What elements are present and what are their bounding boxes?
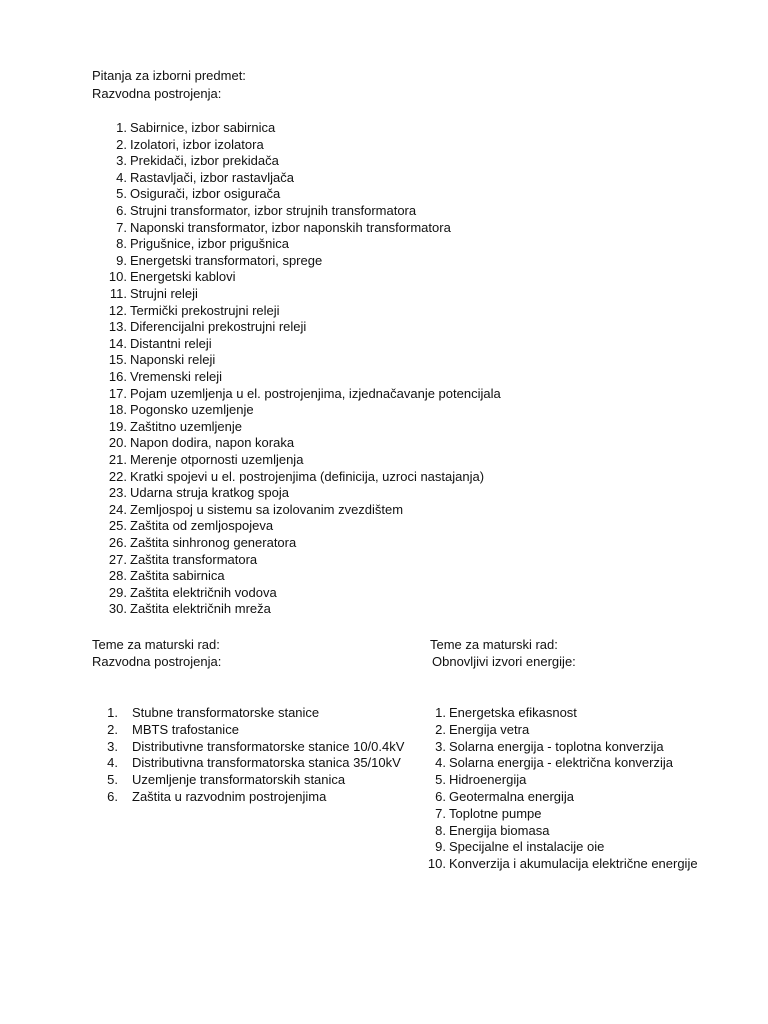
question-item	[100, 452, 303, 469]
item-text: Energija vetra	[449, 721, 530, 737]
right-topic-item	[422, 823, 549, 840]
item-text: Pogonsko uzemljenje	[130, 402, 254, 418]
item-text: Naponski transformator, izbor naponskih transformatora	[130, 219, 451, 235]
question-item	[100, 518, 273, 535]
question-item	[100, 502, 403, 519]
item-text: Rastavljači, izbor rastavljača	[130, 169, 295, 185]
question-item	[100, 419, 242, 436]
item-number: 7.	[116, 219, 127, 235]
item-number: 12.	[108, 302, 127, 318]
item-number: 8.	[435, 822, 446, 838]
item-text: Specijalne el instalacije oie	[449, 839, 605, 855]
item-number: 1.	[107, 705, 118, 720]
item-text: Zaštita sabirnica	[130, 568, 225, 584]
item-number: 10.	[427, 856, 446, 872]
item-number: 14.	[108, 335, 127, 351]
item-number: 22.	[108, 468, 127, 484]
right-topic-item	[422, 839, 604, 856]
item-number: 6.	[435, 789, 446, 804]
item-text: Zaštita u razvodnim postrojenjima	[132, 789, 327, 804]
question-item	[100, 535, 296, 552]
item-text: Zaštita od zemljospojeva	[130, 518, 274, 534]
item-number: 26.	[108, 535, 127, 550]
item-text: Distantni releji	[130, 335, 212, 351]
question-item	[100, 369, 222, 386]
item-text: Konverzija i akumulacija električne energije	[449, 856, 698, 872]
item-text: Stubne transformatorske stanice	[132, 705, 320, 720]
left-topic-item	[96, 739, 404, 756]
item-number: 2.	[116, 136, 127, 152]
question-item	[100, 568, 225, 585]
question-item	[100, 120, 275, 137]
item-text: Prekidači, izbor prekidača	[130, 153, 279, 169]
question-item	[100, 352, 215, 369]
item-text: Zaštita električnih mreža	[130, 601, 271, 617]
right-topic-item	[422, 806, 542, 823]
item-text: Merenje otpornosti uzemljenja	[130, 452, 304, 467]
item-number: 16.	[108, 369, 127, 384]
right-topic-item	[422, 705, 577, 722]
item-number: 3.	[116, 153, 127, 169]
question-item	[100, 319, 306, 336]
left-topic-item	[96, 705, 319, 722]
item-number: 5.	[435, 772, 446, 788]
item-number: 8.	[116, 236, 127, 252]
item-text: Energetska efikasnost	[449, 705, 577, 720]
item-number: 7.	[435, 805, 446, 821]
question-item	[100, 386, 501, 403]
header-line-2: Razvodna postrojenja:	[92, 86, 222, 101]
item-text: Uzemljenje transformatorskih stanica	[132, 772, 346, 788]
question-item	[100, 485, 289, 502]
item-text: Energetski kablovi	[130, 269, 236, 285]
item-number: 9.	[116, 252, 127, 268]
item-text: Distributivne transformatorske stanice 10/0.4kV	[132, 738, 405, 754]
left-section-title: Teme za maturski rad:	[92, 637, 220, 652]
item-number: 29.	[108, 584, 127, 600]
item-number: 21.	[108, 452, 127, 467]
question-item	[100, 469, 484, 486]
item-text: Napon dodira, napon koraka	[130, 435, 295, 451]
item-number: 11.	[109, 286, 127, 301]
item-text: Sabirnice, izbor sabirnica	[130, 120, 276, 135]
left-section-subtitle: Razvodna postrojenja:	[92, 654, 222, 669]
question-item	[100, 137, 264, 154]
item-number: 25.	[108, 518, 127, 534]
item-number: 19.	[108, 418, 127, 434]
item-text: Izolatori, izbor izolatora	[130, 136, 264, 152]
question-item	[100, 435, 294, 452]
left-topic-item	[96, 772, 345, 789]
item-text: Zaštita električnih vodova	[130, 584, 277, 600]
right-topic-item	[422, 755, 673, 772]
item-text: Naponski releji	[130, 352, 216, 368]
item-number: 4.	[107, 755, 118, 771]
item-number: 4.	[435, 755, 446, 771]
right-topic-item	[422, 722, 529, 739]
question-item	[100, 236, 289, 253]
item-number: 15.	[108, 352, 127, 368]
item-text: Geotermalna energija	[449, 789, 575, 804]
question-item	[100, 303, 280, 320]
question-item	[100, 253, 322, 270]
item-text: Hidroenergija	[449, 772, 527, 788]
question-item	[100, 336, 212, 353]
right-topic-item	[422, 739, 664, 756]
item-number: 6.	[107, 789, 118, 804]
item-number: 1.	[435, 705, 446, 720]
item-text: Solarna energija - električna konverzija	[449, 755, 674, 771]
right-topic-item	[422, 772, 526, 789]
right-topic-item	[422, 856, 698, 873]
item-number: 24.	[108, 501, 127, 517]
right-section-title: Teme za maturski rad:	[430, 637, 558, 652]
question-item	[100, 220, 451, 237]
item-number: 5.	[116, 186, 127, 202]
item-text: Strujni transformator, izbor strujnih transformatora	[130, 203, 417, 218]
item-number: 1.	[116, 120, 127, 135]
item-text: MBTS trafostanice	[132, 721, 239, 737]
item-text: Osigurači, izbor osigurača	[130, 186, 281, 202]
item-number: 13.	[108, 319, 127, 335]
item-text: Zaštita sinhronog generatora	[130, 535, 297, 550]
left-topic-item	[96, 722, 239, 739]
question-item	[100, 186, 280, 203]
item-number: 10.	[108, 269, 127, 285]
item-text: Zaštitno uzemljenje	[130, 418, 242, 434]
question-item	[100, 552, 257, 569]
item-text: Udarna struja kratkog spoja	[130, 485, 289, 501]
item-number: 17.	[108, 385, 127, 401]
item-number: 20.	[108, 435, 127, 451]
question-item	[100, 153, 279, 170]
right-topic-item	[422, 789, 574, 806]
item-text: Kratki spojevi u el. postrojenjima (definicija, uzroci nastajanja)	[130, 468, 485, 484]
item-text: Pojam uzemljenja u el. postrojenjima, izjednačavanje potencijala	[130, 385, 501, 401]
item-number: 5.	[107, 772, 118, 788]
question-item	[100, 203, 416, 220]
item-number: 9.	[435, 839, 446, 855]
item-number: 27.	[108, 551, 127, 567]
item-number: 23.	[108, 485, 127, 501]
item-text: Solarna energija - toplotna konverzija	[449, 738, 664, 754]
header-line-1: Pitanja za izborni predmet:	[92, 68, 246, 83]
question-item	[100, 601, 271, 618]
item-number: 6.	[116, 203, 127, 218]
item-number: 28.	[108, 568, 127, 584]
item-number: 3.	[107, 738, 118, 754]
item-text: Zaštita transformatora	[130, 551, 258, 567]
item-text: Distributivna transformatorska stanica 35/10kV	[132, 755, 401, 771]
item-text: Vremenski releji	[130, 369, 222, 384]
item-number: 30.	[108, 601, 127, 617]
item-text: Energetski transformatori, sprege	[130, 252, 323, 268]
question-item	[100, 170, 294, 187]
item-text: Strujni releji	[130, 286, 198, 301]
item-text: Energija biomasa	[449, 822, 550, 838]
item-number: 2.	[435, 721, 446, 737]
item-number: 4.	[116, 169, 127, 185]
item-text: Toplotne pumpe	[449, 805, 542, 821]
item-text: Diferencijalni prekostrujni releji	[130, 319, 307, 335]
item-text: Zemljospoj u sistemu sa izolovanim zvezdištem	[130, 501, 404, 517]
question-item	[100, 286, 198, 303]
item-text: Termički prekostrujni releji	[130, 302, 280, 318]
item-number: 2.	[107, 721, 118, 737]
right-section-subtitle: Obnovljivi izvori energije:	[432, 654, 576, 669]
item-number: 18.	[108, 402, 127, 418]
question-item	[100, 402, 254, 419]
question-item	[100, 585, 277, 602]
question-item	[100, 269, 236, 286]
item-number: 3.	[435, 738, 446, 754]
left-topic-item	[96, 789, 326, 806]
left-topic-item	[96, 755, 401, 772]
item-text: Prigušnice, izbor prigušnica	[130, 236, 289, 252]
